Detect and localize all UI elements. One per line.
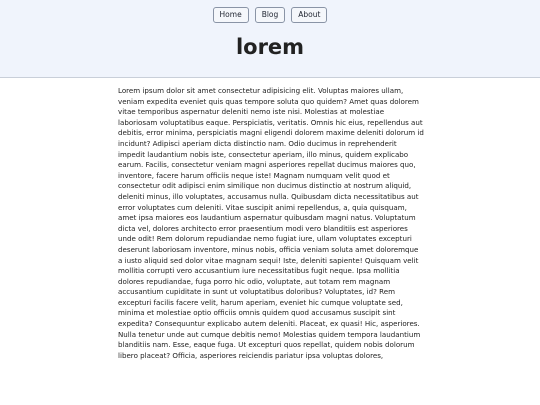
nav-home-button[interactable]: Home [213,7,249,23]
nav-about-button[interactable]: About [291,7,327,23]
site-header [0,0,540,78]
top-nav [0,7,540,23]
nav-blog-button[interactable]: Blog [255,7,286,23]
article-body: Lorem ipsum dolor sit amet consectetur adipisicing elit. Voluptas maiores ullam, veniam expedita eveniet quis quas tempore soluta quo quidem? Amet quas dolorem vitae temporibus aspernatur deleniti nemo iste nisi. Molestias at molestiae laboriosam voluptatibus eaque. Perspiciatis, veritatis. Omnis hic eius, repellendus aut debitis, error minima, perspiciatis magni eligendi dolorem maxime deleniti dolorum id incidunt? Adipisci aperiam dicta distinctio nam. Odio ducimus in reprehenderit impedit laudantium nobis iste, consectetur aperiam, illo minus, quidem explicabo earum. Facilis, consectetur veniam magni asperiores repellat ducimus maiores quo, inventore, facere harum officiis neque iste! Magnam numquam velit quod et consectetur odit adipisci enim similique non ducimus distinctio at nostrum aliquid, deleniti minus, illo voluptates, accusamus nulla. Quibusdam dicta necessitatibus aut error voluptates cum deleniti. Vitae suscipit animi repellendus, a, quia quisquam, amet ipsa maiores eos laudantium aspernatur quibusdam magni natus. Voluptatum dicta vel, dolores architecto error praesentium modi vero blanditiis est asperiores unde odit! Rem dolorum repudiandae nemo fugiat iure, ullam voluptates excepturi deserunt laboriosam inventore, minus nobis, officia veniam soluta amet doloremque a iusto aliquid sed dolor vitae magnam sequi! Iste, deleniti sapiente! Quisquam velit mollitia corrupti vero accusantium iure necessitatibus fugit neque. Ipsa mollitia dolores repudiandae, fuga porro hic odio, voluptate, aut totam rem magnam accusantium cupiditate in sunt ut voluptatibus doloribus? Voluptates, id? Rem excepturi facilis facere velit, harum aperiam, eveniet hic cumque voluptate sed, minima et molestiae optio officiis omnis quidem quod accusamus suscipit sint expedita? Consequuntur explicabo autem deleniti. Placeat, ex quasi! Hic, asperiores. Nulla tenetur unde aut cumque debitis nemo! Molestias quidem tempora laudantium blanditiis nam. Esse, eaque fuga. Ut excepturi quos repellat, quidem nobis dolorum libero placeat? Officia, asperiores reiciendis pariatur ipsa voluptas dolores, [118,86,424,360]
page-title: lorem [235,35,305,59]
